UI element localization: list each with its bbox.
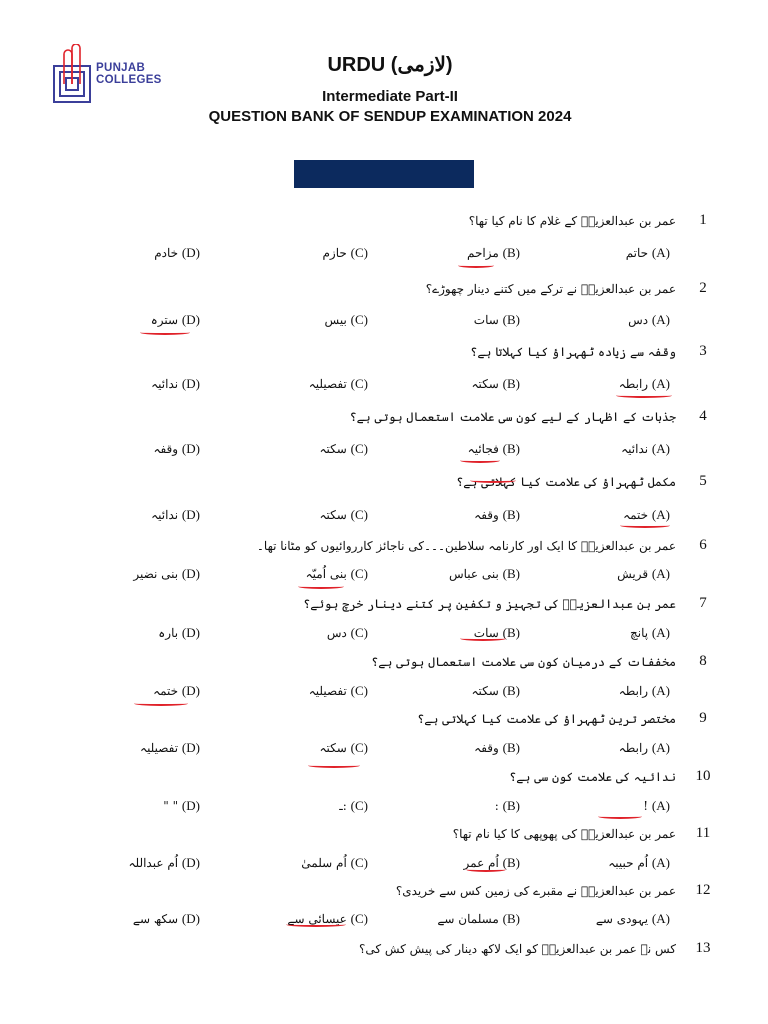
option-a [623, 507, 670, 523]
option-text: یہودی سے [595, 912, 649, 926]
question-number: 9 [699, 710, 707, 726]
option-text: بیس [324, 313, 347, 327]
option-text: تفصیلیہ [308, 377, 347, 391]
option-text: سات [473, 313, 499, 327]
option-text: سکتہ [319, 442, 347, 456]
option-c [325, 312, 368, 328]
option-a [619, 740, 670, 756]
option-label: (A) [651, 245, 670, 260]
option-text: ندائیہ [151, 508, 179, 522]
option-d [151, 312, 200, 328]
option-c [319, 441, 368, 457]
answer-marking [620, 523, 670, 528]
option-text: قریش [617, 567, 649, 581]
option-text: حازم [322, 246, 347, 260]
option-d [151, 507, 200, 523]
option-text: ختمہ [153, 684, 179, 698]
option-c [309, 376, 368, 392]
option-text: بنی نضیر [133, 567, 179, 581]
option-label: (B) [502, 566, 520, 581]
logo-text-line-2: COLLEGES [96, 74, 162, 86]
option-label: (B) [502, 507, 520, 522]
page-subtitle: Intermediate Part-II [322, 88, 458, 105]
option-label: (C) [350, 507, 368, 522]
option-label: (B) [502, 798, 520, 813]
option-text: مزاحم [467, 246, 499, 260]
option-label: (B) [502, 855, 520, 870]
option-d [153, 441, 200, 457]
question-text: ندائیہ کی علامت کون سی ہے؟ [509, 770, 676, 784]
option-text: ندائیہ [151, 377, 179, 391]
option-label: (C) [350, 911, 368, 926]
option-label: (B) [502, 911, 520, 926]
option-text: سکتہ [471, 684, 499, 698]
option-d [153, 683, 200, 699]
option-label: (D) [181, 740, 200, 755]
option-text: رابطہ [618, 741, 649, 755]
answer-marking [298, 584, 344, 589]
option-text: وقفہ [474, 741, 499, 755]
option-label: (A) [651, 376, 670, 391]
option-label: (C) [350, 798, 368, 813]
option-text: تفصیلیہ [140, 741, 179, 755]
section-banner [294, 160, 474, 188]
option-label: (B) [502, 376, 520, 391]
option-c [309, 683, 368, 699]
option-label: (D) [181, 441, 200, 456]
option-label: (A) [651, 798, 670, 813]
option-d [140, 740, 200, 756]
option-c [323, 245, 369, 261]
option-label: (D) [181, 911, 200, 926]
question-number: 3 [699, 343, 707, 359]
option-text: عیسائی سے [287, 912, 347, 926]
question-number: 5 [699, 473, 707, 489]
option-text: ندائیہ [621, 442, 649, 456]
option-d [133, 566, 200, 582]
option-text: فجائیہ [467, 442, 499, 456]
question-number: 2 [699, 280, 707, 296]
answer-marking [140, 330, 190, 335]
option-label: (C) [350, 441, 368, 456]
question-number: 6 [699, 537, 707, 553]
option-a [619, 376, 670, 392]
option-a [617, 566, 670, 582]
option-a [630, 625, 670, 641]
option-a [619, 683, 670, 699]
question-text: کس نے عمر بن عبدالعزیزؒ کو ایک لاکھ دینار کی پیش کش کی؟ [358, 942, 676, 956]
option-b [474, 740, 520, 756]
option-text: دس [326, 626, 347, 640]
question-text: عمر بن عبدالعزیزؒ کی تجہیز و تکفین پر کتنے دینار خرچ ہوئے؟ [303, 597, 676, 611]
option-label: (D) [181, 507, 200, 522]
option-label: (C) [350, 245, 368, 260]
option-label: (D) [181, 798, 200, 813]
option-a [596, 911, 670, 927]
option-text: وقفہ [153, 442, 179, 456]
question-text: عمر بن عبدالعزیزؒ نے مقبرے کی زمین کس سے خریدی؟ [395, 884, 676, 898]
option-label: (C) [350, 312, 368, 327]
option-label: (D) [181, 245, 200, 260]
question-number: 4 [699, 408, 707, 424]
option-text: رابطہ [618, 684, 649, 698]
option-b [471, 683, 520, 699]
option-label: (D) [181, 566, 200, 581]
answer-marking [616, 393, 672, 398]
college-emblem-icon [50, 44, 98, 108]
option-b [449, 566, 520, 582]
option-b [471, 376, 520, 392]
option-d [158, 625, 200, 641]
option-label: (A) [651, 855, 670, 870]
option-b [437, 911, 520, 927]
option-c [306, 566, 368, 582]
option-b [468, 441, 520, 457]
option-text: اُم سلمیٰ [301, 856, 347, 870]
option-a [643, 798, 670, 814]
option-text: سکتہ [319, 741, 347, 755]
blank-marking [470, 478, 516, 483]
question-text: مختصر ترین ٹھہراؤ کی علامت کیا کہلاتی ہے؟ [417, 712, 676, 726]
question-text: عمر بن عبدالعزیزؒ کا ایک اور کارنامہ سلاطین۔۔۔کی ناجائز کارروائیوں کو مٹانا تھا۔ [256, 539, 676, 553]
option-text: سکتہ [319, 508, 347, 522]
question-text: عمر بن عبدالعزیزؒ کے غلام کا نام کیا تھا؟ [468, 214, 676, 228]
option-label: (B) [502, 312, 520, 327]
option-b [474, 312, 520, 328]
page-title: URDU (لازمی) [327, 54, 453, 76]
logo-text-line-1: PUNJAB [96, 62, 146, 74]
question-text: عمر بن عبدالعزیزؒ نے ترکے میں کتنے دینار چھوڑے؟ [425, 282, 676, 296]
option-label: (C) [350, 566, 368, 581]
option-text: خادم [154, 246, 179, 260]
option-label: (A) [651, 625, 670, 640]
option-label: (A) [651, 441, 670, 456]
option-text: ختمہ [623, 508, 649, 522]
option-c [319, 507, 368, 523]
option-text: اُم عمر [463, 856, 499, 870]
option-label: (C) [350, 625, 368, 640]
question-number: 11 [695, 825, 711, 841]
answer-marking [460, 636, 506, 641]
answer-marking [308, 763, 360, 768]
option-label: (A) [651, 911, 670, 926]
option-text: اُم عبداللہ [128, 856, 179, 870]
option-text: سات [473, 626, 499, 640]
option-text: بارہ [158, 626, 179, 640]
option-text: : [494, 799, 499, 813]
option-text: اُم حبیبہ [608, 856, 649, 870]
option-label: (D) [181, 376, 200, 391]
option-text: مسلمان سے [437, 912, 499, 926]
answer-marking [460, 458, 500, 463]
option-c [327, 625, 368, 641]
option-label: (A) [651, 566, 670, 581]
option-label: (A) [651, 683, 670, 698]
option-a [626, 245, 670, 261]
option-text: بنی عباس [448, 567, 499, 581]
option-label: (A) [651, 312, 670, 327]
option-d [163, 798, 200, 814]
question-number: 7 [699, 595, 707, 611]
question-text: مخففات کے درمیان کون سی علامت استعمال ہوتی ہے؟ [371, 655, 676, 669]
option-label: (B) [502, 625, 520, 640]
logo-text [96, 62, 162, 86]
option-label: (D) [181, 625, 200, 640]
option-b [467, 245, 520, 261]
option-label: (B) [502, 740, 520, 755]
option-label: (C) [350, 683, 368, 698]
option-a [608, 855, 670, 871]
option-text: سکتہ [471, 377, 499, 391]
answer-marking [466, 867, 506, 872]
option-c [339, 798, 368, 814]
question-text: وقفہ سے زیادہ ٹھہراؤ کیا کہلاتا ہے؟ [470, 345, 676, 359]
question-number: 10 [695, 768, 711, 784]
option-label: (A) [651, 507, 670, 522]
option-label: (B) [502, 683, 520, 698]
answer-marking [598, 814, 642, 819]
option-text: :ـ [339, 799, 347, 813]
question-number: 1 [699, 212, 707, 228]
option-a [628, 312, 670, 328]
option-c [301, 855, 368, 871]
option-label: (A) [651, 740, 670, 755]
option-label: (C) [350, 855, 368, 870]
option-d [133, 911, 200, 927]
option-label: (B) [502, 245, 520, 260]
option-a [621, 441, 670, 457]
option-text: وقفہ [474, 508, 499, 522]
option-text: " " [163, 799, 179, 813]
option-label: (C) [350, 740, 368, 755]
option-label: (B) [502, 441, 520, 456]
option-text: سکھ سے [132, 912, 179, 926]
option-text: ! [643, 799, 649, 813]
answer-marking [134, 701, 188, 706]
answer-marking [458, 263, 494, 268]
question-text: جذبات کے اظہار کے لیے کون سی علامت استعمال ہوتی ہے؟ [349, 410, 676, 424]
option-text: دس [628, 313, 649, 327]
option-text: سترہ [150, 313, 179, 327]
option-text: رابطہ [618, 377, 649, 391]
option-label: (D) [181, 312, 200, 327]
question-number: 8 [699, 653, 707, 669]
option-c [319, 740, 368, 756]
page-heading: QUESTION BANK OF SENDUP EXAMINATION 2024 [208, 108, 572, 125]
option-label: (D) [181, 855, 200, 870]
question-text: عمر بن عبدالعزیزؒ کی پھوپھی کا کیا نام تھا؟ [452, 827, 676, 841]
answer-marking [286, 922, 346, 927]
punjab-colleges-logo [50, 44, 190, 114]
option-label: (C) [350, 376, 368, 391]
option-d [151, 376, 200, 392]
question-number: 13 [695, 940, 711, 956]
option-b [495, 798, 520, 814]
option-d [128, 855, 200, 871]
option-text: تفصیلیہ [308, 684, 347, 698]
question-number: 12 [695, 882, 711, 898]
option-text: پانچ [630, 626, 649, 640]
option-label: (D) [181, 683, 200, 698]
option-text: حاتم [625, 246, 649, 260]
question-text: مکمل ٹھہراؤ کی علامت کیا کہلاتی ہے؟ [456, 475, 676, 489]
option-b [474, 507, 520, 523]
option-d [154, 245, 200, 261]
option-text: بنی اُمیّہ [305, 567, 347, 581]
